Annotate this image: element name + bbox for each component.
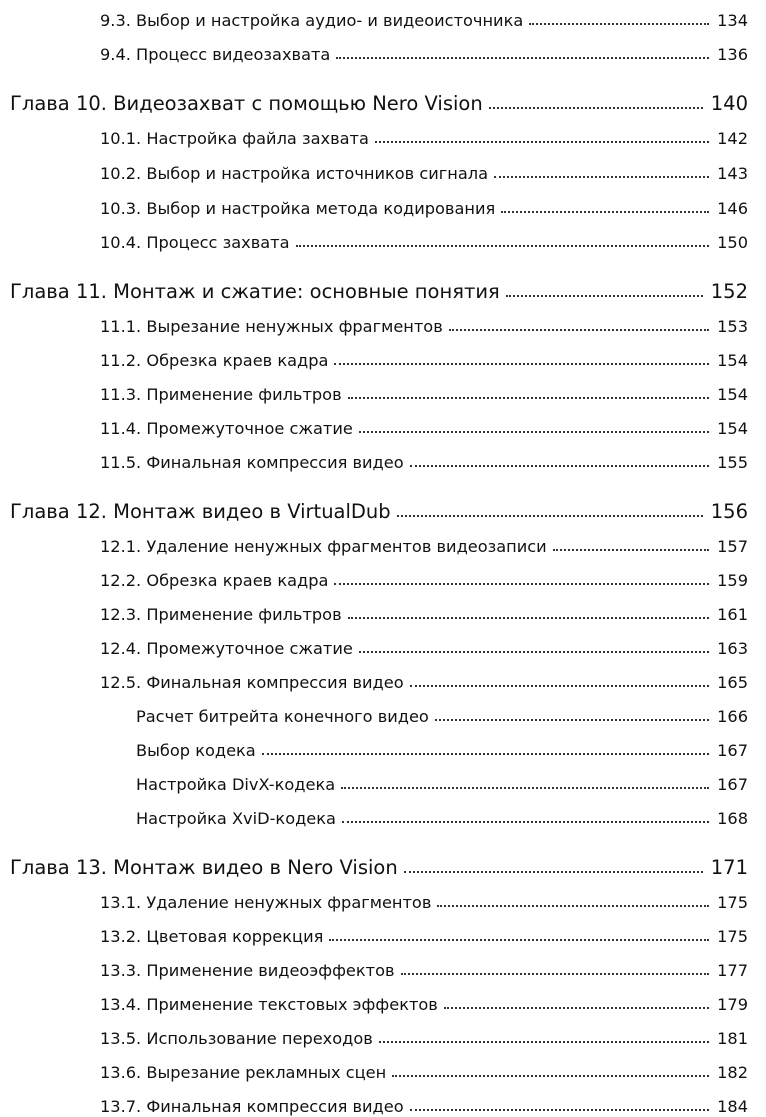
toc-dot-leader [437,905,709,907]
toc-section-entry [0,560,748,590]
toc-page-number: 166 [717,707,748,727]
toc-page-number: 154 [717,419,748,439]
toc-entry-title: 13.6. Вырезание рекламных сцен [100,1063,387,1083]
toc-page-number: 177 [717,961,748,981]
toc-entry-title: 13.3. Применение видеоэффектов [100,961,395,981]
toc-page-number: 181 [717,1029,748,1049]
toc-dot-leader [348,397,709,399]
toc-dot-leader [501,211,709,213]
toc-section-entry [0,408,748,438]
toc-entry-title: 10.1. Настройка файла захвата [100,129,369,149]
toc-page-number: 154 [717,385,748,405]
toc-entry-title: Глава 11. Монтаж и сжатие: основные понятия [10,279,500,303]
toc-entry-title: 10.2. Выбор и настройка источников сигнала [100,164,489,184]
toc-page-number: 167 [717,775,748,795]
toc-section-entry [0,950,748,980]
toc-entry-title: Расчет битрейта конечного видео [136,707,429,727]
toc-entry-title: 11.3. Применение фильтров [100,385,342,405]
toc-subsection-entry [0,764,748,794]
toc-section-entry [0,1018,748,1048]
toc-page-number: 156 [710,499,748,523]
toc-entry-title: 12.3. Применение фильтров [100,605,342,625]
toc-entry-title: 13.4. Применение текстовых эффектов [100,995,438,1015]
toc-dot-leader [410,685,709,687]
toc-dot-leader [334,583,709,585]
toc-chapter-entry [0,84,748,114]
toc-page-number: 143 [717,164,748,184]
toc-page-number: 140 [710,91,748,115]
toc-dot-leader [435,719,709,721]
toc-dot-leader [334,363,709,365]
toc-chapter-entry [0,272,748,302]
toc-page-number: 153 [717,317,748,337]
toc-entry-title: 13.2. Цветовая коррекция [100,927,324,947]
toc-dot-leader [379,1041,709,1043]
toc-section-entry [0,984,748,1014]
toc-page-number: 163 [717,639,748,659]
toc-dot-leader [397,515,703,517]
toc-dot-leader [404,871,703,873]
toc-section-entry [0,1086,748,1116]
toc-dot-leader [449,329,709,331]
toc-section-entry [0,153,748,183]
toc-page-number: 155 [717,453,748,473]
toc-page-number: 175 [717,893,748,913]
toc-section-entry [0,442,748,472]
toc-section-entry [0,306,748,336]
toc-section-entry [0,0,748,30]
toc-entry-title: 11.2. Обрезка краев кадра [100,351,329,371]
toc-subsection-entry [0,696,748,726]
toc-entry-title: Настройка XviD-кодека [136,809,336,829]
toc-section-entry [0,594,748,624]
toc-page-number: 134 [717,11,748,31]
toc-section-entry [0,118,748,148]
toc-page-number: 167 [717,741,748,761]
toc-dot-leader [410,1109,709,1111]
toc-entry-title: 11.4. Промежуточное сжатие [100,419,353,439]
toc-dot-leader [329,939,709,941]
toc-dot-leader [375,141,709,143]
toc-section-entry [0,882,748,912]
toc-entry-title: Глава 12. Монтаж видео в VirtualDub [10,499,391,523]
toc-page-number: 184 [717,1097,748,1117]
toc-page-number: 157 [717,537,748,557]
toc-entry-title: Настройка DivX-кодека [136,775,336,795]
toc-section-entry [0,340,748,370]
toc-entry-title: Выбор кодека [136,741,256,761]
toc-page-number: 182 [717,1063,748,1083]
toc-entry-title: 13.1. Удаление ненужных фрагментов [100,893,432,913]
toc-dot-leader [444,1007,709,1009]
toc-section-entry [0,526,748,556]
toc-dot-leader [410,465,709,467]
toc-page-number: 142 [717,129,748,149]
toc-chapter-entry [0,492,748,522]
toc-page-number: 168 [717,809,748,829]
toc-dot-leader [348,617,709,619]
toc-entry-title: Глава 13. Монтаж видео в Nero Vision [10,855,398,879]
toc-dot-leader [392,1075,709,1077]
toc-entry-title: 12.1. Удаление ненужных фрагментов видеозаписи [100,537,547,557]
toc-entry-title: 10.4. Процесс захвата [100,233,290,253]
toc-section-entry [0,222,748,252]
toc-dot-leader [494,176,709,178]
toc-dot-leader [341,787,709,789]
toc-page-number: 165 [717,673,748,693]
toc-subsection-entry [0,730,748,760]
toc-chapter-entry [0,848,748,878]
toc-entry-title: 9.3. Выбор и настройка аудио- и видеоисточника [100,11,524,31]
toc-entry-title: 12.4. Промежуточное сжатие [100,639,353,659]
toc-page-number: 146 [717,199,748,219]
toc-page-number: 136 [717,45,748,65]
toc-section-entry [0,916,748,946]
toc-dot-leader [336,57,709,59]
toc-section-entry [0,628,748,658]
toc-section-entry [0,374,748,404]
toc-entry-title: Глава 10. Видеозахват с помощью Nero Vision [10,91,483,115]
toc-page-number: 159 [717,571,748,591]
toc-page-number: 152 [710,279,748,303]
toc-subsection-entry [0,798,748,828]
toc-dot-leader [262,753,709,755]
toc-page-number: 179 [717,995,748,1015]
toc-page-number: 150 [717,233,748,253]
toc-section-entry [0,662,748,692]
toc-page-number: 171 [710,855,748,879]
toc-page-number: 154 [717,351,748,371]
toc-entry-title: 9.4. Процесс видеозахвата [100,45,331,65]
toc-entry-title: 13.7. Финальная компрессия видео [100,1097,404,1117]
toc-dot-leader [506,295,703,297]
toc-page-number: 175 [717,927,748,947]
toc-page-number: 161 [717,605,748,625]
toc-dot-leader [553,549,709,551]
toc-section-entry [0,1052,748,1082]
toc-dot-leader [401,973,710,975]
toc-dot-leader [296,245,710,247]
toc-entry-title: 13.5. Использование переходов [100,1029,373,1049]
toc-section-entry [0,188,748,218]
toc-dot-leader [359,431,709,433]
toc-entry-title: 12.2. Обрезка краев кадра [100,571,329,591]
toc-dot-leader [489,107,703,109]
toc-entry-title: 11.1. Вырезание ненужных фрагментов [100,317,443,337]
toc-dot-leader [342,821,709,823]
toc-dot-leader [529,23,709,25]
toc-section-entry [0,34,748,64]
toc-entry-title: 10.3. Выбор и настройка метода кодирования [100,199,496,219]
toc-entry-title: 11.5. Финальная компрессия видео [100,453,404,473]
toc-entry-title: 12.5. Финальная компрессия видео [100,673,404,693]
toc-dot-leader [359,651,709,653]
